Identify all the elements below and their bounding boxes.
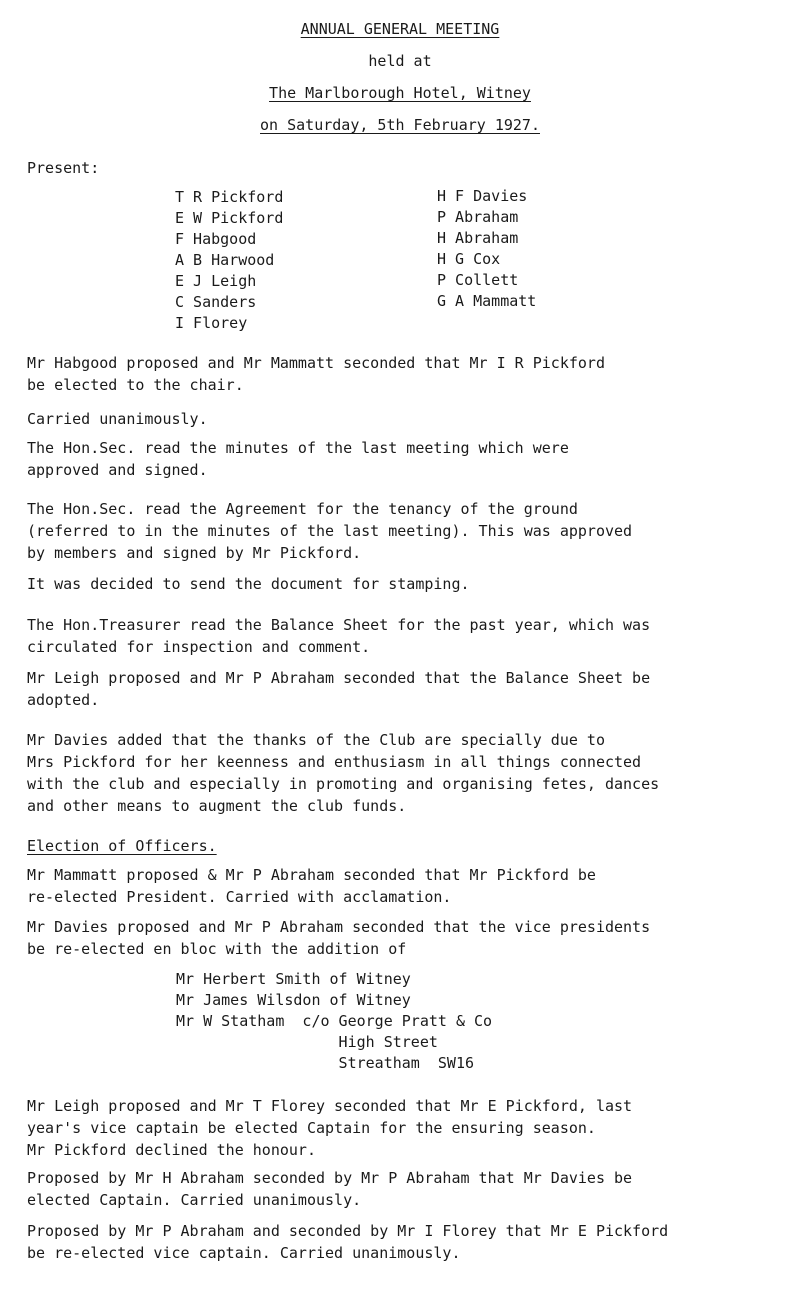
- vice-presidents-paragraph: Mr Davies proposed and Mr P Abraham seconded that the vice presidents be re-elected en bloc with the addition of: [27, 918, 651, 958]
- president-election-paragraph: Mr Mammatt proposed & Mr P Abraham seconded that Mr Pickford be re-elected President. Carried with acclamation.: [27, 866, 596, 906]
- election-section-heading: Election of Officers.: [27, 837, 217, 855]
- held-at-line: held at: [368, 52, 432, 70]
- attendee-name: E W Pickford: [175, 209, 284, 227]
- addition-line: Mr James Wilsdon of Witney: [176, 991, 411, 1009]
- attendee-name: H F Davies: [437, 187, 528, 205]
- venue-line: The Marlborough Hotel, Witney: [269, 84, 531, 102]
- addition-line: High Street: [176, 1033, 438, 1051]
- carried-paragraph: Carried unanimously.: [27, 410, 208, 428]
- attendee-name: P Abraham: [437, 208, 519, 226]
- addition-line: Mr W Statham c/o George Pratt & Co: [176, 1012, 493, 1030]
- date-line: on Saturday, 5th February 1927.: [260, 116, 540, 134]
- attendee-name: H G Cox: [437, 250, 501, 268]
- document-title: ANNUAL GENERAL MEETING: [300, 20, 500, 38]
- thanks-paragraph: Mr Davies added that the thanks of the Club are specially due to Mrs Pickford for her keenness and enthusiasm in all things connected with the club and especially in promoting and organising fetes, dances and other means to augment the club funds.: [27, 731, 660, 815]
- agreement-paragraph: The Hon.Sec. read the Agreement for the tenancy of the ground (referred to in the minutes of the last meeting). This was approved by members and signed by Mr Pickford.: [27, 500, 633, 562]
- attendee-name: G A Mammatt: [437, 292, 537, 310]
- chair-election-paragraph: Mr Habgood proposed and Mr Mammatt seconded that Mr I R Pickford be elected to the chair.: [27, 354, 605, 394]
- attendee-name: I Florey: [175, 314, 248, 332]
- attendee-name: T R Pickford: [175, 188, 284, 206]
- attendee-name: P Collett: [437, 271, 519, 289]
- minutes-paragraph: The Hon.Sec. read the minutes of the last meeting which were approved and signed.: [27, 439, 569, 479]
- attendee-name: F Habgood: [175, 230, 257, 248]
- vice-captain-paragraph: Proposed by Mr P Abraham and seconded by Mr I Florey that Mr E Pickford be re-elected vice captain. Carried unanimously.: [27, 1222, 669, 1262]
- attendee-name: H Abraham: [437, 229, 519, 247]
- addition-line: Streatham SW16: [176, 1054, 475, 1072]
- stamping-paragraph: It was decided to send the document for stamping.: [27, 575, 470, 593]
- attendee-name: E J Leigh: [175, 272, 257, 290]
- captain-proposal-paragraph: Mr Leigh proposed and Mr T Florey seconded that Mr E Pickford, last year's vice captain be elected Captain for the ensuring season. Mr Pickford declined the honour.: [27, 1097, 633, 1159]
- balance-sheet-paragraph: The Hon.Treasurer read the Balance Sheet for the past year, which was circulated for inspection and comment.: [27, 616, 651, 656]
- addition-line: Mr Herbert Smith of Witney: [176, 970, 411, 988]
- present-label: Present:: [27, 159, 100, 177]
- attendee-name: C Sanders: [175, 293, 257, 311]
- captain-election-paragraph: Proposed by Mr H Abraham seconded by Mr P Abraham that Mr Davies be elected Captain. Carried unanimously.: [27, 1169, 633, 1209]
- attendee-name: A B Harwood: [175, 251, 275, 269]
- balance-sheet-adopted-paragraph: Mr Leigh proposed and Mr P Abraham seconded that the Balance Sheet be adopted.: [27, 669, 651, 709]
